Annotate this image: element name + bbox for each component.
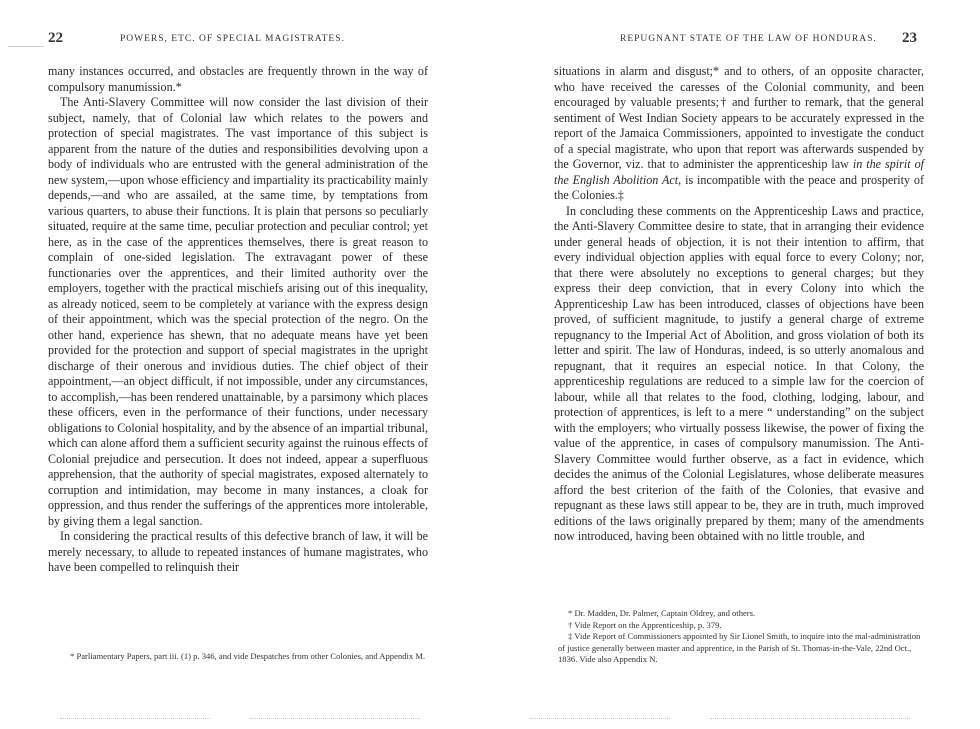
footnote: * Dr. Madden, Dr. Palmer, Captain Oldrey, and others. [568, 608, 756, 618]
bottom-mark [530, 718, 670, 720]
bottom-mark [710, 718, 910, 720]
right-page [490, 0, 980, 729]
paragraph: many instances occurred, and obstacles are frequently thrown in the way of compulsory manumission.* [48, 64, 428, 94]
running-head: REPUGNANT STATE OF THE LAW OF HONDURAS. [620, 34, 877, 44]
header-rule [8, 46, 44, 47]
footnote: † Vide Report on the Apprenticeship, p. 379. [568, 619, 722, 630]
footnote: ‡ Vide Report of Commissioners appointed by Sir Lionel Smith, to inquire into the mal-administration of justice generally between master and apprentice, in the Parish of St. Thomas-in-the-Vale, 22nd Oct., 1836. Vide also Appendix N. [558, 631, 921, 664]
paragraph [554, 64, 924, 204]
paragraph: In considering the practical results of this defective branch of law, it will be merely necessary, to allude to repeated instances of humane magistrates, who have been compelled to relinquish their [48, 529, 428, 574]
running-head: POWERS, ETC. OF SPECIAL MAGISTRATES. [120, 34, 345, 44]
body-text [48, 64, 428, 576]
paragraph: In concluding these comments on the Apprenticeship Laws and practice, the Anti-Slavery Committee desire to state, that in arranging their evidence under general heads of objection, it is not their intention to affirm, that every individual objection applies with equal force to every Colony; nor, that there were absolutely no exceptions to general charges; but they express their deep conviction, that in every Colony into which the Apprenticeship Law has been introduced, classes of objections have been proved, of sufficient magnitude, to justify a general charge of extreme repugnancy to the Imperial Act of Abolition, and gross violation of both its letter and spirit. The law of Honduras, indeed, is so utterly anomalous and repugnant, that it requires an especial notice. In that Colony, the apprenticeship regulations are reduced to a simple law for the coercion of labour, while all that relates to the food, clothing, lodging, labour, and protection of apprentices, is left to a mere “ understanding” on the subject with the employers; who virtually possess likewise, the power of fixing the value of the apprentice, in cases of compulsory manumission. The Anti-Slavery Committee would further observe, as a fact in evidence, which decides the animus of the Colonial Legislatures, whose deliberate measures afford the best criterion of the faith of the Colonies, that evasive and repugnant as these laws still appear to be, they are in truth, much improved editions of the laws originally prepared by them; many of the amendments now introduced, having been obtained with no little trouble, and [554, 203, 924, 543]
page-number: 23 [902, 30, 917, 46]
paragraph-text: , is incompatible with the peace and prosperity of the Colonies.‡ [554, 172, 925, 202]
bottom-mark [60, 718, 210, 720]
paragraph: The Anti-Slavery Committee will now consider the last division of their subject, namely, that of Colonial law which relates to the powers and protection of special magistrates. The vast importance of this subject is apparent from the nature of the duties and responsibilities devolving upon a body of individuals who are entrusted with the general administration of the new system,—upon whose efficiency and impartiality its practicability mainly depends,—and who are assailed, at the same time, by temptations from various quarters, to abuse their functions. It is plain that persons so peculiarly situated, require at the same time, peculiar protection and peculiar control; yet here, as in the case of the apprentices themselves, there is great reason to complain of one-sided legislation. The extravagant power of these functionaries over the apprentices, and their limited authority over the employers, together with the practical mischiefs arising out of this inequality, as already noticed, seem to be completely at variance with the express design of their appointment, which was the special protection of the negro. On the other hand, experience has shewn, that no adequate means have yet been provided for the protection and support of special magistrates in the upright discharge of their onerous and invidious duties. The chief object of their appointment,—an object difficult, if not impossible, under any circumstances, to accomplish,—has been rendered unattainable, by a parsimony which places these officers, even in the performance of their functions, under necessary obligations to Colonial hospitality, and by the absence of an impartial tribunal, which can alone afford them a sufficient security against the ruinous effects of Colonial prejudice and persecution. It does not indeed, appear a superfluous apprehension, that the authority of special magistrates, exposed alternately to corruption and intimidation, may become in many instances, a cloak for oppression, and thus render the sufferings of the apprentices more intolerable, by giving them a legal sanction. [48, 95, 428, 528]
page-number: 22 [48, 30, 63, 46]
footnotes [60, 651, 432, 663]
bottom-mark [250, 718, 420, 720]
body-text [554, 64, 924, 545]
footnote: * Parliamentary Papers, part iii. (1) p. 346, and vide Despatches from other Colonies, and Appendix M. [70, 651, 426, 661]
paragraph-text: situations in alarm and disgust;* and to others, of an opposite character, who have received the caresses of the Colonial community, and been encouraged by valuable presents;† and further to remark, that the general sentiment of West Indian Society appears to be accurately expressed in the report of the Jamaica Commissioners, appointed to investigate the conduct of a special magistrate, who upon that report was afterwards suspended by the Governor, viz. that to administer the apprenticeship law [554, 64, 924, 171]
italic-quote: in the spirit of the English Abolition Act [554, 157, 925, 187]
footnotes [558, 608, 924, 666]
